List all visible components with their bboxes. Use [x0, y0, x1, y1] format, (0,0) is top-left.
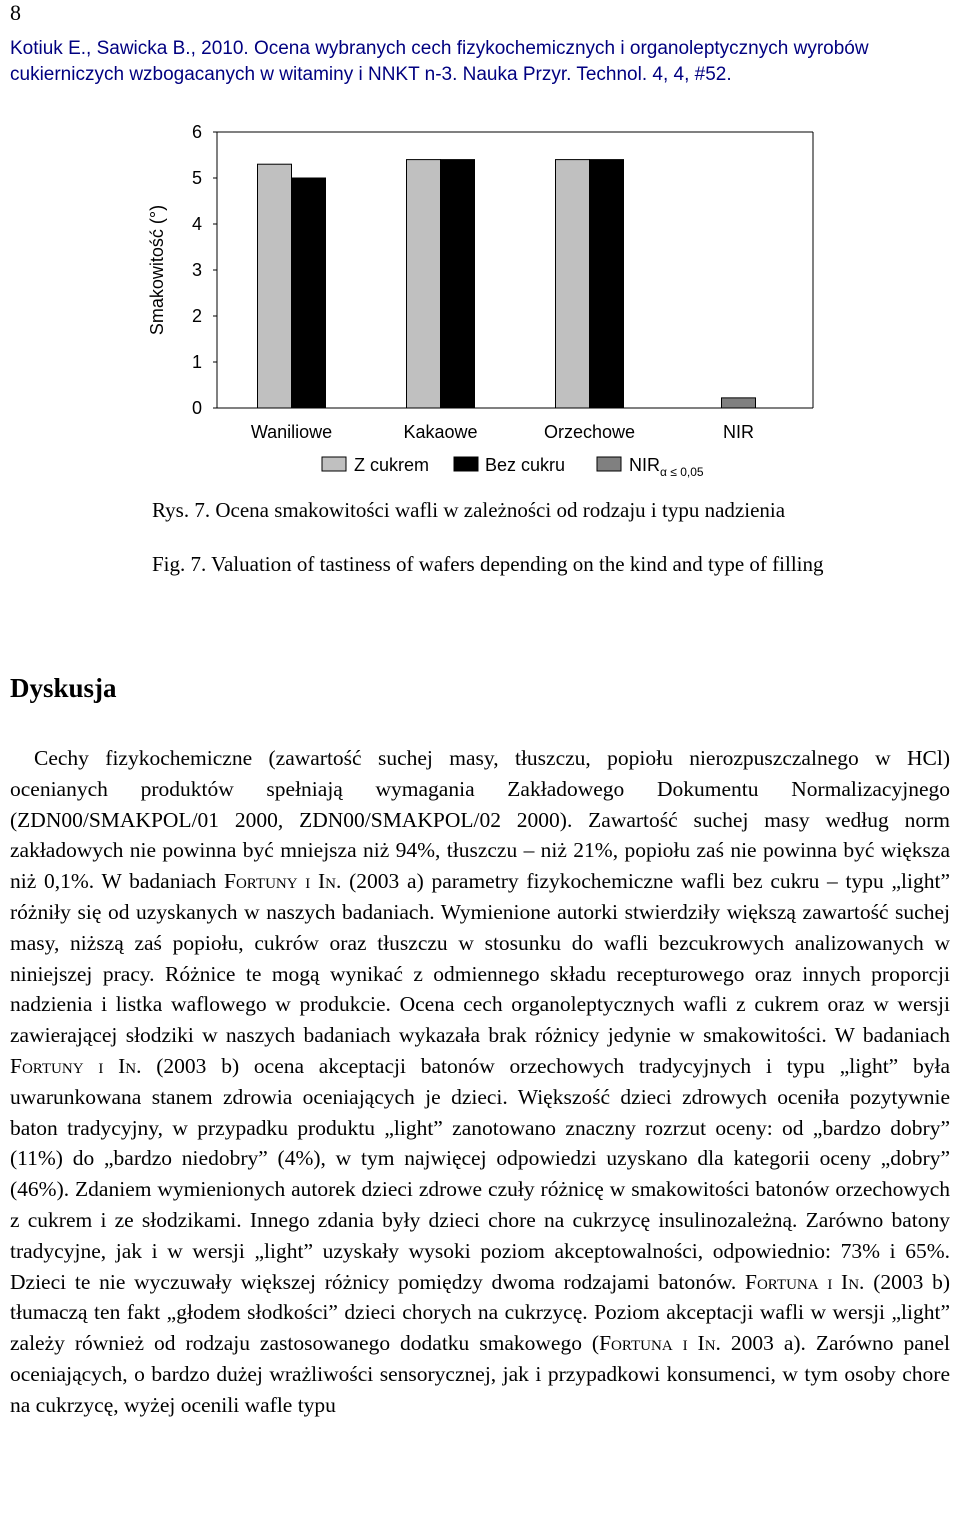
bar-orzechowe-z-cukrem: [556, 160, 590, 408]
x-category-label-orzechowe: Orzechowe: [543, 422, 636, 442]
y-tick-label-3: 3: [191, 260, 203, 280]
x-category-label-nir: NIR: [723, 422, 754, 442]
body-paragraph: [10, 743, 950, 1421]
bar-kakaowe-z-cukrem: [407, 160, 441, 408]
x-category-label-waniliowe: Waniliowe: [250, 422, 333, 442]
bars-layer: [258, 160, 756, 408]
y-tick-label-2: 2: [191, 306, 203, 326]
author-ref-2: Fortuny i In.: [10, 1053, 142, 1078]
y-tick-label-1: 1: [191, 352, 203, 372]
legend-label-z-cukrem: Z cukrem: [354, 455, 430, 475]
author-ref-1: Fortuny i In.: [224, 869, 342, 894]
y-tick-label-4: 4: [191, 214, 203, 234]
bar-orzechowe-bez-cukru: [590, 160, 624, 408]
author-ref-4: Fortuna i In.: [599, 1331, 721, 1356]
body-text-4: (2003 b) tłumaczą ten fakt „głodem słodkości” dzieci chorych na cukrzycę. Poziom akceptacji wafli w wersji „light” zależy również od rodzaju zastosowanego dodatku smakowego (: [10, 1269, 951, 1356]
y-tick-label-6: 6: [191, 122, 203, 142]
legend-swatch-z-cukrem: [322, 457, 346, 471]
body-text-3: (2003 b) ocena akceptacji batonów orzechowych tradycyjnych i typu „light” była uwarunkowana stanem zdrowia oceniających je dzieci. Większość dzieci zdrowych oceniła pozytywnie baton tradycyjny, w przypadku produktu „light” zanotowano znaczny rozrzut oceny: od „bardzo dobry” (11%) do „bardzo niedobry” (4%), w tym najwięcej odpowiedzi uzyskano dla kategorii oceny „dobry” (46%). Zdaniem wymienionych autorek dzieci zdrowe czuły różnicę w smakowitości batonów orzechowych z cukrem i ze słodzikami. Innego zdania były dzieci chore na cukrzycę insulinozależną. Zarówno batony tradycyjne, jak i w wersji „light” uzyskały wysoki poziom akceptowalności, odpowiednio: 73% i 65%. Dzieci te nie wyczuwały większej różnicy pomiędzy dwoma rodzajami batonów.: [10, 1053, 951, 1294]
body-text-5: 2003 a). Zarówno panel oceniających, o bardzo dużej wrażliwości sensorycznej, jak i przypadkowi konsumenci, w tym osoby chore na cukrzycę, wyżej ocenili wafle typu: [10, 1331, 951, 1417]
section-heading: Dyskusja: [10, 673, 117, 703]
chart-legend: [322, 455, 704, 479]
x-categories: [251, 422, 754, 442]
legend-nir-subscript: α ≤ 0,05: [660, 465, 704, 479]
bar-nir-nir: [722, 398, 756, 408]
page-number: 8: [10, 0, 21, 25]
author-ref-3: Fortuna i In.: [745, 1269, 865, 1294]
bar-waniliowe-z-cukrem: [258, 164, 292, 408]
x-category-label-kakaowe: Kakaowe: [403, 422, 478, 442]
legend-label-bez-cukru: Bez cukru: [485, 455, 566, 475]
bar-chart: [0, 110, 960, 490]
legend-swatch-bez-cukru: [454, 457, 478, 471]
y-tick-label-5: 5: [191, 168, 203, 188]
body-text-2: (2003 a) parametry fizykochemiczne wafli bez cukru – typu „light” różniły się od uzyskanych w naszych badaniach. Wymienione autorki stwierdziły większą zawartość suchej masy, niższą zaś popiołu, cukrów oraz tłuszczu w stosunku do wafli bezcukrowych analizowanych w niniejszej pracy. Różnice te mogą wynikać z odmiennego składu recepturowego oraz innych proporcji nadzienia i listka waflowego w produkcie. Ocena cech organoleptycznych wafli z cukrem oraz w wersji zawierającej słodziki w naszych badaniach wykazała brak różnicy jedynie w smakowitości. W badaniach: [10, 869, 950, 1048]
bar-kakaowe-bez-cukru: [441, 160, 475, 408]
citation-header[interactable]: Kotiuk E., Sawicka B., 2010. Ocena wybranych cech fizykochemicznych i organoleptycznych wyrobów cukierniczych wzbogacanych w witaminy i NNKT n-3. Nauka Przyr. Technol. 4, 4, #52.: [10, 38, 869, 85]
bar-waniliowe-bez-cukru: [292, 178, 326, 408]
figure-caption-en: Fig. 7. Valuation of tastiness of wafers depending on the kind and type of filling: [152, 552, 824, 576]
y-axis-label: Smakowitość (°): [147, 204, 167, 336]
legend-swatch-nir: [597, 457, 621, 471]
legend-label-nir: $NIR_{\alpha \le 0,05}$: [629, 455, 704, 479]
body-text-1: Cechy fizykochemiczne (zawartość suchej masy, tłuszczu, popiołu nierozpuszczalnego w HCl) ocenianych produktów spełniają wymagania Zakładowego Dokumentu Normalizacyjnego (ZDN00/SMAKPOL/01 2000, ZDN00/SMAKPOL/02 2000). Zawartość suchej masy według norm zakładowych nie powinna być mniejsza niż 94%, tłuszczu – niż 21%, popiołu zaś nie powinna być większa niż 0,1%. W badaniach: [10, 746, 950, 894]
y-tick-label-0: 0: [191, 398, 203, 418]
y-ticks: [192, 122, 217, 418]
chart-svg: [0, 110, 960, 490]
figure-caption-pl: Rys. 7. Ocena smakowitości wafli w zależności od rodzaju i typu nadzienia: [152, 498, 786, 522]
